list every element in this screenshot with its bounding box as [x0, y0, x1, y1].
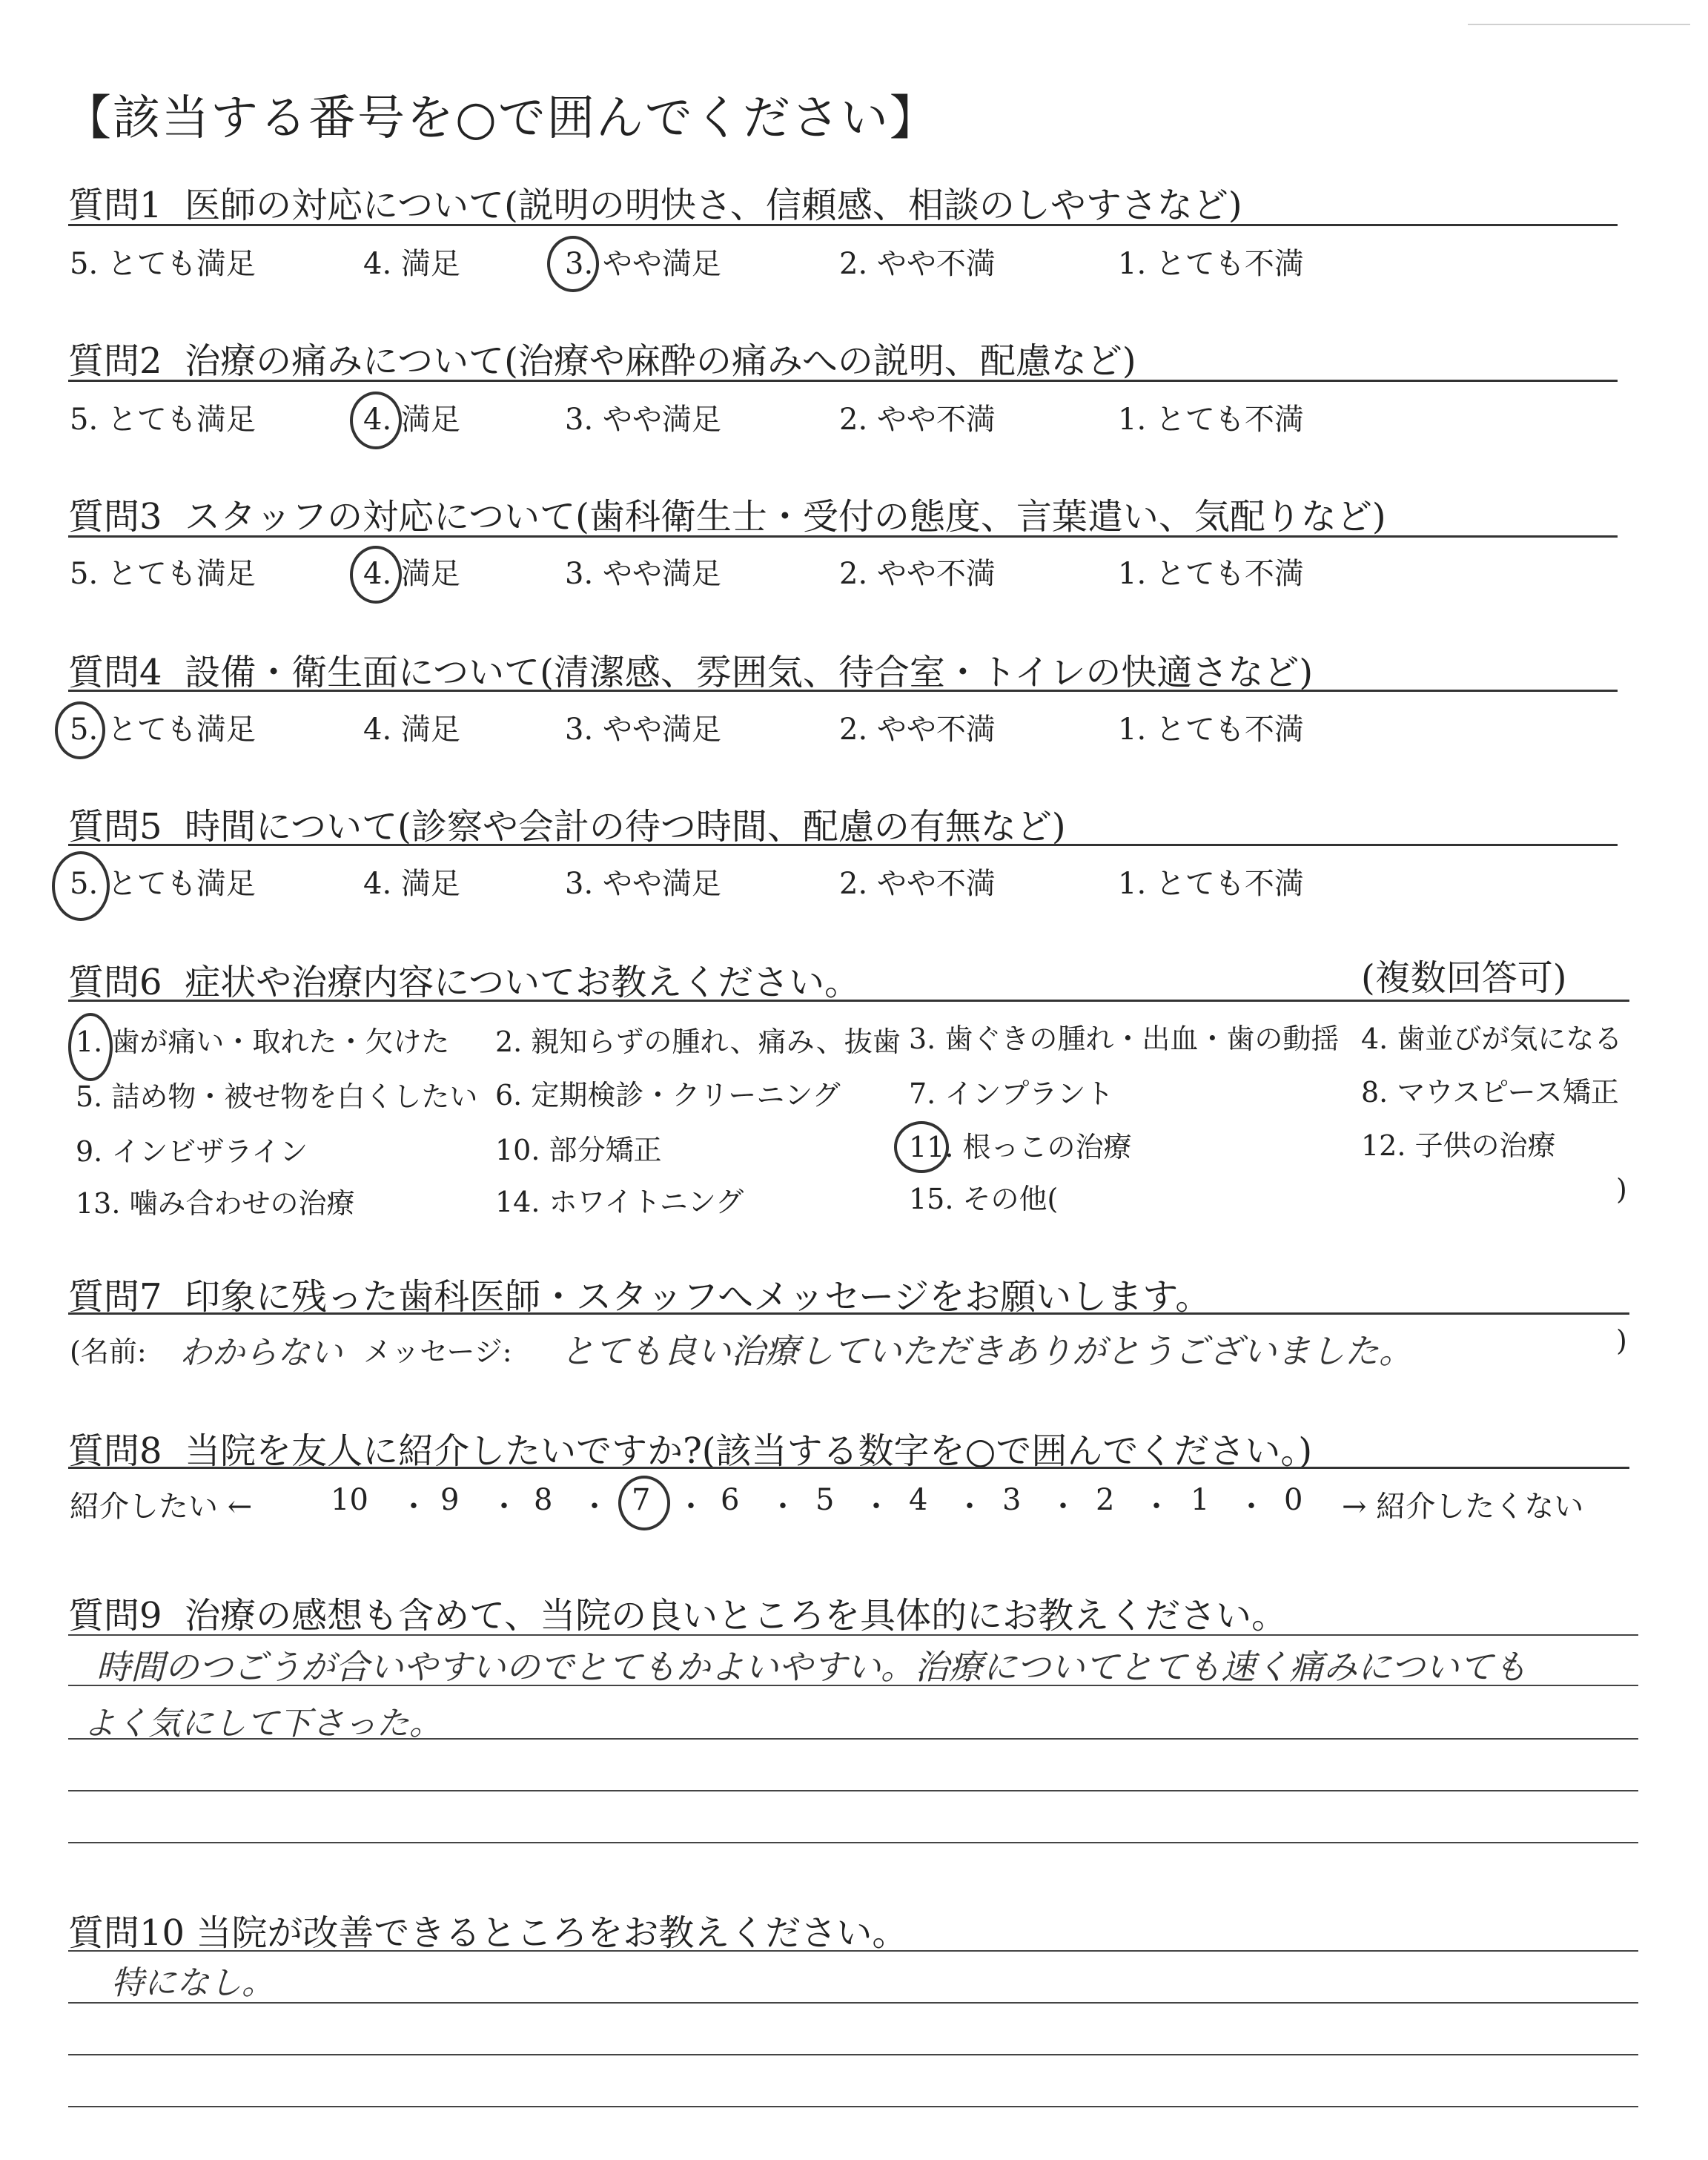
q6-item-8[interactable]: 8. マウスピース矯正 — [1361, 1076, 1619, 1109]
question-1-body: 医師の対応について(説明の明快さ、信頼感、相談のしやすさなど) — [185, 185, 1242, 226]
q3-circle-mark — [350, 546, 402, 604]
q9-answer-line-1 — [68, 1634, 1638, 1636]
scan-edge — [1468, 24, 1690, 25]
question-3-text — [68, 488, 1386, 539]
question-3-body: スタッフの対応について(歯科衛生士・受付の態度、言葉遣い、気配りなど) — [185, 496, 1386, 538]
q6-item-6[interactable]: 6. 定期検診・クリーニング — [495, 1079, 841, 1112]
q8-dot: ・ — [489, 1490, 519, 1524]
q6-item-5[interactable]: 5. 詰め物・被せ物を白くしたい — [76, 1080, 478, 1113]
q8-dot: ・ — [1142, 1490, 1171, 1524]
q3-option-4[interactable]: 4. 満足 — [363, 557, 460, 591]
q1-option-3[interactable]: 3. やや満足 — [565, 247, 721, 281]
question-7-body: 印象に残った歯科医師・スタッフへメッセージをお願いします。 — [185, 1276, 1211, 1318]
question-7-label: 質問7 — [68, 1276, 162, 1318]
question-8-text — [68, 1422, 1312, 1473]
q7-message-label: メッセージ: — [363, 1335, 512, 1368]
q10-answer-line-1 — [68, 1950, 1638, 1952]
q7-name-label: (名前: — [70, 1335, 147, 1368]
q8-right-label: → 紹介したくない — [1342, 1490, 1584, 1524]
q6-item-12[interactable]: 12. 子供の治療 — [1361, 1129, 1556, 1162]
q1-circle-mark — [547, 236, 599, 292]
question-9-text — [68, 1587, 1287, 1638]
question-10-label: 質問10 — [68, 1912, 185, 1954]
question-10-body: 当院が改善できるところをお教えください。 — [196, 1912, 908, 1954]
question-7-text — [68, 1268, 1211, 1319]
q8-dot: ・ — [580, 1490, 609, 1524]
q8-scale-5[interactable]: 5 — [815, 1483, 835, 1517]
q6-item-7[interactable]: 7. インプラント — [909, 1077, 1114, 1110]
question-4-rule — [68, 690, 1618, 692]
q6-item-2[interactable]: 2. 親知らずの腫れ、痛み、抜歯 — [495, 1025, 901, 1058]
q8-scale-10[interactable]: 10 — [331, 1483, 368, 1517]
q3-option-1[interactable]: 1. とても不満 — [1118, 557, 1304, 591]
q1-option-5[interactable]: 5. とても満足 — [70, 247, 256, 281]
question-1-rule — [68, 224, 1618, 226]
q1-option-2[interactable]: 2. やや不満 — [839, 247, 996, 281]
q5-circle-mark — [52, 851, 110, 921]
q8-dot: ・ — [955, 1490, 984, 1524]
question-3-label: 質問3 — [68, 496, 162, 538]
question-8-rule — [68, 1467, 1629, 1469]
q5-option-1[interactable]: 1. とても不満 — [1118, 867, 1304, 901]
q6-item-10[interactable]: 10. 部分矯正 — [495, 1134, 662, 1166]
q7-message-value[interactable]: とても良い治療していただきありがとうございました。 — [560, 1331, 1413, 1371]
q2-circle-mark — [350, 392, 402, 449]
q8-dot: ・ — [768, 1490, 798, 1524]
q5-option-2[interactable]: 2. やや不満 — [839, 867, 996, 901]
q2-option-3[interactable]: 3. やや満足 — [565, 403, 721, 437]
question-5-label: 質問5 — [68, 806, 162, 848]
question-6-text — [68, 954, 860, 1005]
question-4-label: 質問4 — [68, 652, 162, 693]
q6-circle-mark-item-11 — [894, 1121, 949, 1173]
q8-scale-1[interactable]: 1 — [1191, 1483, 1210, 1517]
q4-option-4[interactable]: 4. 満足 — [363, 713, 460, 747]
question-6-note: (複数回答可) — [1361, 957, 1567, 999]
q8-left-label: 紹介したい ← — [70, 1490, 253, 1524]
q1-option-4[interactable]: 4. 満足 — [363, 247, 460, 281]
question-6-label: 質問6 — [68, 962, 162, 1003]
question-3-rule — [68, 535, 1618, 538]
q4-option-2[interactable]: 2. やや不満 — [839, 713, 996, 747]
q2-option-2[interactable]: 2. やや不満 — [839, 403, 996, 437]
q8-scale-6[interactable]: 6 — [721, 1483, 740, 1517]
q9-answer-line-5 — [68, 1842, 1638, 1843]
q6-item-14[interactable]: 14. ホワイトニング — [495, 1186, 744, 1218]
q8-scale-0[interactable]: 0 — [1284, 1483, 1303, 1517]
q8-dot: ・ — [1048, 1490, 1078, 1524]
question-2-label: 質問2 — [68, 340, 162, 382]
q3-option-3[interactable]: 3. やや満足 — [565, 557, 721, 591]
q9-answer-line-4 — [68, 1790, 1638, 1791]
question-8-body: 当院を友人に紹介したいですか?(該当する数字を○で囲んでください。) — [185, 1430, 1313, 1472]
q6-item-3[interactable]: 3. 歯ぐきの腫れ・出血・歯の動揺 — [909, 1023, 1340, 1055]
q5-option-5[interactable]: 5. とても満足 — [70, 867, 256, 901]
question-9-label: 質問9 — [68, 1595, 162, 1636]
q8-circle-mark — [618, 1476, 670, 1530]
q6-circle-mark-item-1 — [68, 1013, 113, 1081]
q6-item-13[interactable]: 13. 噛み合わせの治療 — [76, 1187, 355, 1220]
q6-item-4[interactable]: 4. 歯並びが気になる — [1361, 1023, 1623, 1055]
question-8-label: 質問8 — [68, 1430, 162, 1472]
q2-option-5[interactable]: 5. とても満足 — [70, 403, 256, 437]
page-title: 【該当する番号を○で囲んでください】 — [64, 91, 939, 146]
q4-option-1[interactable]: 1. とても不満 — [1118, 713, 1304, 747]
q7-close-paren: ) — [1616, 1324, 1627, 1357]
question-7-rule — [68, 1312, 1629, 1315]
question-4-text — [68, 644, 1313, 695]
q8-scale-8[interactable]: 8 — [534, 1483, 553, 1517]
q9-answer-text-2[interactable]: よく気にして下さった。 — [83, 1705, 442, 1743]
q8-dot: ・ — [399, 1490, 428, 1524]
q8-scale-3[interactable]: 3 — [1002, 1483, 1022, 1517]
q3-option-5[interactable]: 5. とても満足 — [70, 557, 256, 591]
q4-option-3[interactable]: 3. やや満足 — [565, 713, 721, 747]
question-5-body: 時間について(診察や会計の待つ時間、配慮の有無など) — [185, 806, 1066, 848]
q10-answer-text[interactable]: 特になし。 — [111, 1964, 274, 2002]
q5-option-4[interactable]: 4. 満足 — [363, 867, 460, 901]
q8-scale-4[interactable]: 4 — [909, 1483, 928, 1517]
q7-name-value[interactable]: わからない — [179, 1334, 342, 1372]
question-2-body: 治療の痛みについて(治療や麻酔の痛みへの説明、配慮など) — [185, 340, 1136, 382]
q5-option-3[interactable]: 3. やや満足 — [565, 867, 721, 901]
question-10-text — [68, 1904, 907, 1955]
q10-answer-line-2 — [68, 2002, 1638, 2004]
q1-option-1[interactable]: 1. とても不満 — [1118, 247, 1304, 281]
question-2-rule — [68, 380, 1618, 382]
q4-option-5[interactable]: 5. とても満足 — [70, 713, 256, 747]
q2-option-4[interactable]: 4. 満足 — [363, 403, 460, 437]
q6-item-15-close: ) — [1616, 1173, 1627, 1206]
question-2-text — [68, 332, 1136, 383]
q3-option-2[interactable]: 2. やや不満 — [839, 557, 996, 591]
q8-dot: ・ — [676, 1490, 706, 1524]
question-5-rule — [68, 844, 1618, 846]
q8-dot: ・ — [1237, 1490, 1266, 1524]
q8-dot: ・ — [861, 1490, 891, 1524]
q8-scale-2[interactable]: 2 — [1096, 1483, 1115, 1517]
q4-circle-mark — [55, 701, 105, 759]
q10-answer-line-4 — [68, 2106, 1638, 2107]
q6-item-9[interactable]: 9. インビザライン — [76, 1135, 308, 1168]
question-9-body: 治療の感想も含めて、当院の良いところを具体的にお教えください。 — [185, 1595, 1288, 1636]
q8-scale-9[interactable]: 9 — [440, 1483, 460, 1517]
question-4-body: 設備・衛生面について(清潔感、雰囲気、待合室・トイレの快適さなど) — [185, 652, 1314, 693]
question-6-body: 症状や治療内容についてお教えください。 — [185, 962, 861, 1003]
question-1-label: 質問1 — [68, 185, 162, 226]
q6-item-11[interactable]: 11. 根っこの治療 — [909, 1131, 1132, 1163]
q6-item-1[interactable]: 1. 歯が痛い・取れた・欠けた — [76, 1025, 450, 1058]
q2-option-1[interactable]: 1. とても不満 — [1118, 403, 1304, 437]
question-6-rule — [68, 1000, 1629, 1002]
q10-answer-line-3 — [68, 2054, 1638, 2055]
q8-scale-7[interactable]: 7 — [632, 1483, 651, 1517]
q6-item-15[interactable]: 15. その他( — [909, 1183, 1059, 1215]
q9-answer-text-1[interactable]: 時間のつごうが合いやすいのでとてもかよいやすい。治療についてとても速く痛みについても — [96, 1647, 1528, 1687]
question-1-text — [68, 176, 1242, 228]
question-5-text — [68, 798, 1066, 849]
